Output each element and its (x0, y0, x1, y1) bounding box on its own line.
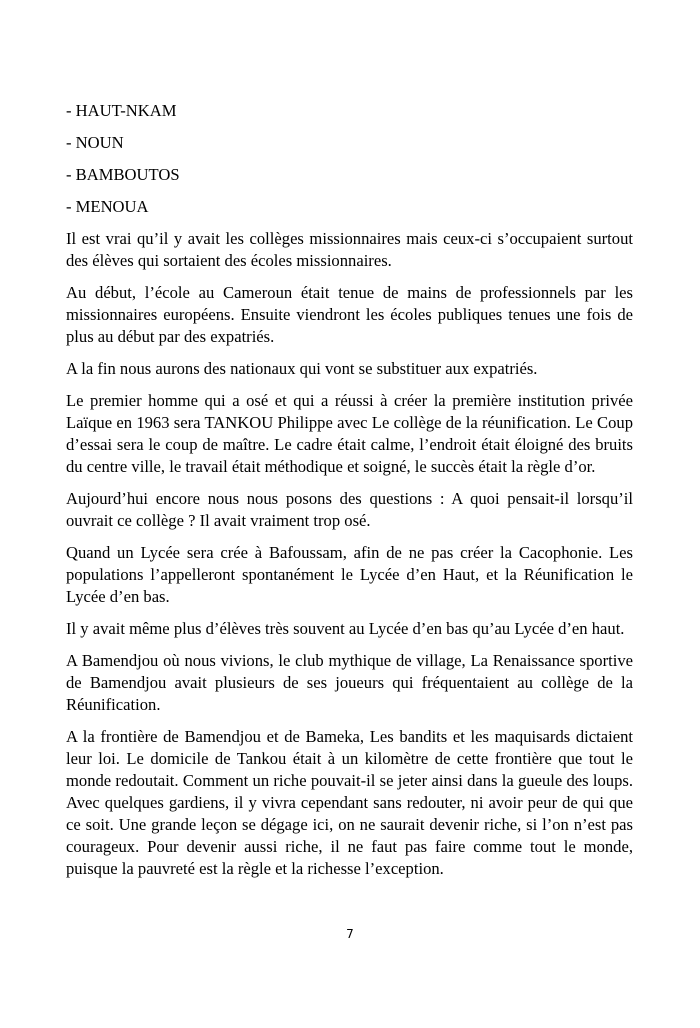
paragraph: Quand un Lycée sera crée à Bafoussam, afin de ne pas créer la Cacophonie. Les populations l’appelleront spontanément le Lycée d’en Haut, et la Réunification le Lycée d’en bas. (66, 543, 633, 606)
paragraph: Il est vrai qu’il y avait les collèges missionnaires mais ceux-ci s’occupaient surtout des élèves qui sortaient des écoles missionnaires. (66, 229, 633, 270)
paragraph: A la frontière de Bamendjou et de Bameka, Les bandits et les maquisards dictaient leur loi. Le domicile de Tankou était à un kilomètre de cette frontière que tout le monde redoutait. Comment un riche pouvait-il se jeter ainsi dans la gueule des loups. Avec quelques gardiens, il y vivra cependant sans redouter, ni avoir peur de qui que ce soit. Une grande leçon se dégage ici, on ne saurait devenir riche, si l’on n’est pas courageux. Pour devenir aussi riche, il ne faut pas faire comme tout le monde, puisque la pauvreté est la règle et la richesse l’exception. (66, 727, 633, 878)
region-list-item: - MENOUA (66, 197, 149, 216)
paragraph: A la fin nous aurons des nationaux qui vont se substituer aux expatriés. (66, 359, 538, 378)
page-number: 7 (346, 927, 354, 941)
paragraph: A Bamendjou où nous vivions, le club mythique de village, La Renaissance sportive de Bamendjou avait plusieurs de ses joueurs qui fréquentaient au collège de la Réunification. (66, 651, 633, 714)
paragraph: Il y avait même plus d’élèves très souvent au Lycée d’en bas qu’au Lycée d’en haut. (66, 619, 625, 638)
region-list-item: - NOUN (66, 133, 124, 152)
paragraph: Le premier homme qui a osé et qui a réussi à créer la première institution privée Laïque en 1963 sera TANKOU Philippe avec Le collège de la réunification. Le Coup d’essai sera le coup de maître. Le cadre était calme, l’endroit était éloigné des bruits du centre ville, le travail était méthodique et soigné, le succès était la règle d’or. (66, 391, 633, 476)
paragraph: Aujourd’hui encore nous nous posons des questions : A quoi pensait-il lorsqu’il ouvrait ce collège ? Il avait vraiment trop osé. (66, 489, 633, 530)
paragraph: Au début, l’école au Cameroun était tenue de mains de professionnels par les missionnaires européens. Ensuite viendront les écoles publiques tenues une fois de plus au début par des expatriés. (66, 283, 633, 346)
region-list-item: - HAUT-NKAM (66, 101, 177, 120)
region-list-item: - BAMBOUTOS (66, 165, 180, 184)
page-body (66, 100, 633, 890)
